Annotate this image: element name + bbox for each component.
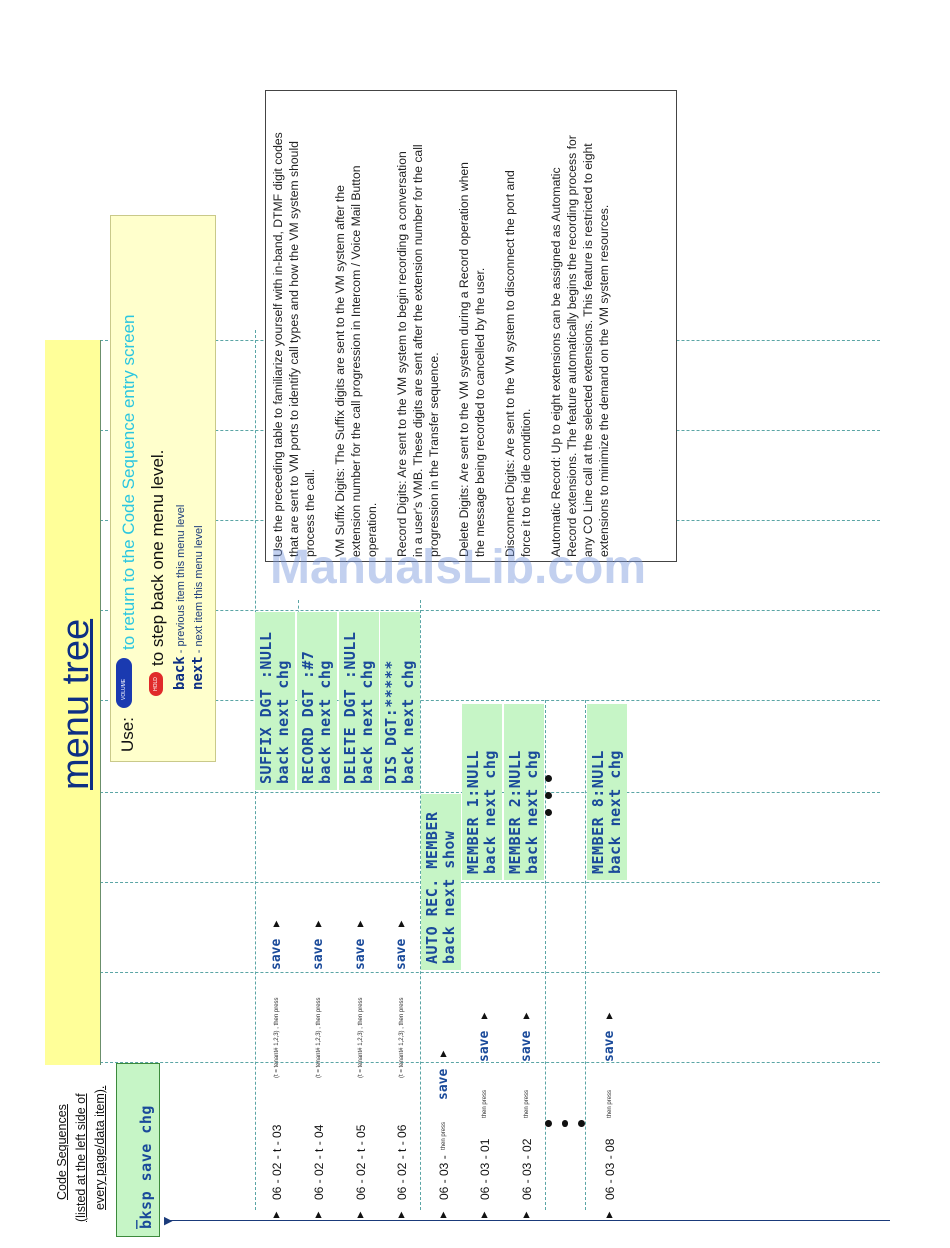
- lcd-line2: back next chg: [606, 750, 624, 874]
- hold-button-label: HOLD: [153, 677, 159, 691]
- ellipsis-dots: [545, 775, 555, 816]
- lcd-auto-record: [421, 794, 461, 970]
- hold-instruction: to step back one menu level.: [148, 449, 167, 666]
- lcd-line2: back next chg: [481, 750, 499, 874]
- save-arrow-icon: ▲: [438, 1048, 449, 1060]
- code-sequence-note: (t = tenant# 1,2,3) , then press: [316, 997, 322, 1078]
- ellipsis-dots: [545, 1120, 585, 1127]
- entry-lcd-line1: _: [120, 1219, 138, 1229]
- lcd-line1: RECORD DGT :#7: [299, 650, 317, 784]
- save-key: save: [477, 1030, 492, 1062]
- lcd-suffix-digits: [255, 612, 295, 790]
- row-arrow-icon: ▲: [479, 1209, 490, 1221]
- save-key: save: [394, 938, 409, 970]
- code-sequence: 06 - 02 - t - 05: [354, 1124, 368, 1200]
- grid-line: [585, 700, 586, 1210]
- description-box: [265, 90, 677, 562]
- description-line: Delete Digits: Are sent to the VM system during a Record operation when: [457, 162, 471, 557]
- lcd-line1: SUFFIX DGT :NULL: [257, 631, 275, 784]
- save-arrow-icon: ▲: [396, 918, 407, 930]
- description-line: any CO Line call at the selected extensions. This feature is restricted to eight: [581, 143, 595, 557]
- lcd-disconnect-digits: [380, 612, 420, 790]
- code-sequence-note: then press: [441, 1121, 447, 1150]
- save-key: save: [602, 1030, 617, 1062]
- entry-lcd: [116, 1063, 160, 1237]
- code-sequence: 06 - 03 - 08: [603, 1138, 617, 1200]
- lcd-line2: back next chg: [316, 660, 334, 784]
- code-sequence-note: (t = tenant# 1,2,3) , then press: [274, 997, 280, 1078]
- save-arrow-icon: ▲: [521, 1010, 532, 1022]
- back-key-desc: [172, 505, 188, 690]
- grid-line: [100, 882, 880, 883]
- description-line: extension number for the call progression in Intercom / Voice Mail Button: [349, 165, 363, 557]
- code-sequence: 06 - 02 - t - 04: [312, 1124, 326, 1200]
- page-title: menu tree: [55, 618, 97, 790]
- lcd-member-1: [462, 704, 502, 880]
- row-arrow-icon: ▲: [313, 1209, 324, 1221]
- description-line: in a user's VMB. These digits are sent after the extension number for the call: [411, 144, 425, 557]
- description-line: extensions to minimize the demand on the VM system resources.: [597, 204, 611, 557]
- grid-line: [100, 1062, 880, 1063]
- grid-line: [100, 700, 880, 701]
- description-line: that are sent to VM ports to identify call types and how the VM system should: [287, 141, 301, 557]
- code-sequence-note: then press: [482, 1089, 488, 1118]
- lcd-line1: DELETE DGT :NULL: [341, 631, 359, 784]
- description-line: progression in the Transfer sequence.: [427, 352, 441, 557]
- use-label: Use:: [118, 717, 137, 752]
- code-sequences-heading: Code Sequences: [55, 1104, 69, 1200]
- description-line: VM Suffix Digits: The Suffix digits are sent to the VM system after the: [333, 185, 347, 557]
- description-line: operation.: [365, 502, 379, 557]
- lcd-record-digits: [297, 612, 337, 790]
- lcd-delete-digits: [339, 612, 379, 790]
- lcd-line2: back next chg: [399, 660, 417, 784]
- description-line: process the call.: [303, 468, 317, 557]
- save-key: save: [269, 938, 284, 970]
- code-sequences-subheading: every page/data item).: [93, 1085, 107, 1210]
- save-key: save: [353, 938, 368, 970]
- code-sequence: 06 - 03 - 01: [478, 1138, 492, 1200]
- row-arrow-icon: ▲: [355, 1209, 366, 1221]
- banner-divider: [100, 340, 101, 1065]
- lcd-line1: AUTO REC. MEMBER: [423, 811, 441, 964]
- watermark: ManualsLib.com: [270, 541, 647, 594]
- description-line: Automatic Record: Up to eight extensions can be assigned as Automatic: [549, 167, 563, 557]
- row-arrow-icon: ▲: [604, 1209, 615, 1221]
- save-key: save: [311, 938, 326, 970]
- baseline-arrow-icon: ▶: [164, 1215, 173, 1227]
- lcd-line2: back next chg: [274, 660, 292, 784]
- description-line: Use the preceeding table to familiarize yourself with in-band, DTMF digit codes: [271, 132, 285, 557]
- volume-instruction: to return to the Code Sequence entry screen: [119, 314, 138, 650]
- save-key: save: [519, 1030, 534, 1062]
- save-arrow-icon: ▲: [313, 918, 324, 930]
- description-text: [270, 132, 612, 557]
- lcd-line2: back next chg: [523, 750, 541, 874]
- code-sequence-note: then press: [524, 1089, 530, 1118]
- lcd-member-8: [587, 704, 627, 880]
- code-sequence-note: (t = tenant# 1,2,3) , then press: [399, 997, 405, 1078]
- lcd-line1: MEMBER 2:NULL: [506, 750, 524, 874]
- code-sequences-subheading: (listed at the left side of: [74, 1093, 88, 1222]
- back-key: back: [172, 656, 188, 690]
- description-line: Record Digits: Are sent to the VM system to begin recording a conversation: [395, 151, 409, 557]
- code-sequence: 06 - 02 - t - 06: [395, 1124, 409, 1200]
- lcd-line1: MEMBER 1:NULL: [464, 750, 482, 874]
- row-arrow-icon: ▲: [438, 1209, 449, 1221]
- back-key-description: - previous item this menu level: [175, 504, 187, 657]
- save-arrow-icon: ▲: [271, 918, 282, 930]
- code-sequence-note: (t = tenant# 1,2,3) , then press: [358, 997, 364, 1078]
- code-sequence-note: then press: [607, 1089, 613, 1118]
- lcd-line1: DIS DGT:*****: [382, 660, 400, 784]
- description-line: force it to the idle condition.: [519, 408, 533, 557]
- lcd-line2: back next chg: [358, 660, 376, 784]
- next-key-description: - next item this menu level: [193, 525, 205, 657]
- description-line: Disconnect Digits: Are sent to the VM system to disconnect the port and: [503, 170, 517, 557]
- entry-lcd-line2: bksp save chg: [137, 1105, 155, 1229]
- next-key-desc: [190, 525, 206, 690]
- grid-line: [100, 610, 880, 611]
- code-sequence: 06 - 03 - 02: [520, 1138, 534, 1200]
- volume-button-label: VOLUME: [121, 678, 127, 700]
- description-line: Record extensions. The feature automatically begins the recording process for: [565, 135, 579, 557]
- save-arrow-icon: ▲: [355, 918, 366, 930]
- code-sequence: 06 - 02 - t - 03: [270, 1124, 284, 1200]
- grid-line: [100, 972, 880, 973]
- lcd-member-2: [504, 704, 544, 880]
- save-arrow-icon: ▲: [604, 1010, 615, 1022]
- row-arrow-icon: ▲: [271, 1209, 282, 1221]
- row-arrow-icon: ▲: [396, 1209, 407, 1221]
- description-line: the message being recorded to cancelled by the user.: [473, 267, 487, 557]
- save-key: save: [436, 1068, 451, 1100]
- lcd-line1: MEMBER 8:NULL: [589, 750, 607, 874]
- next-key: next: [190, 656, 206, 690]
- row-arrow-icon: ▲: [521, 1209, 532, 1221]
- lcd-line2: back next show: [440, 830, 458, 964]
- save-arrow-icon: ▲: [479, 1010, 490, 1022]
- code-sequence: 06 - 03 -: [437, 1155, 451, 1200]
